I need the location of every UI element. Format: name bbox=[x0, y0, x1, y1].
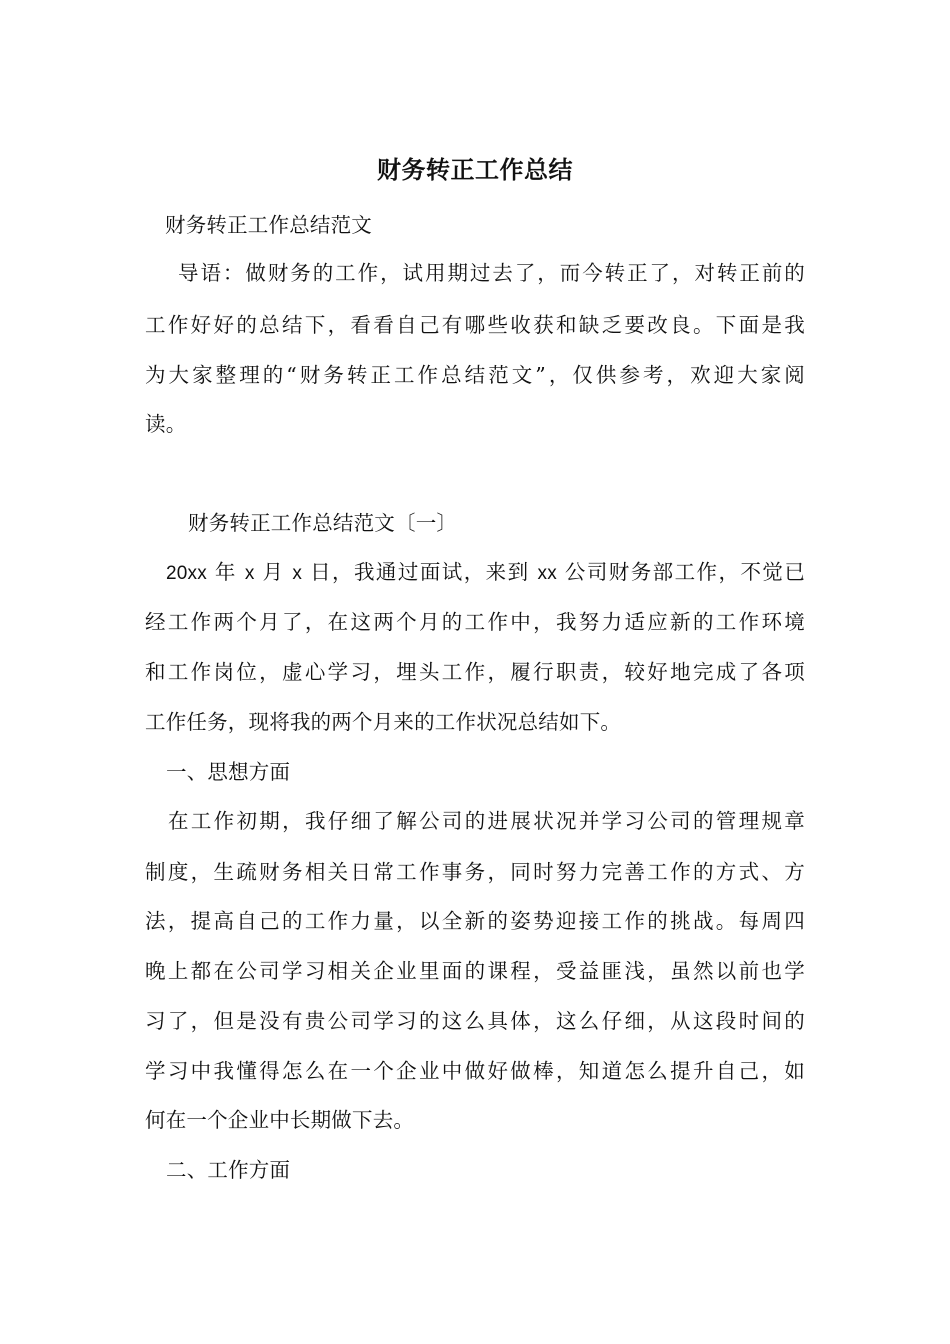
day-placeholder: x bbox=[292, 563, 303, 584]
para2-line-2: 制度，生疏财务相关日常工作事务，同时努力完善工作的方式、方 bbox=[145, 860, 805, 884]
text-month-unit: 月 bbox=[262, 560, 285, 584]
text-company-clause: 公司财务部工作，不觉已 bbox=[564, 560, 806, 584]
para2-line-4: 晚上都在公司学习相关企业里面的课程，受益匪浅，虽然以前也学 bbox=[145, 959, 805, 983]
document-title: 财务转正工作总结 bbox=[377, 155, 573, 184]
para2-line-1: 在工作初期，我仔细了解公司的进展状况并学习公司的管理规章 bbox=[168, 809, 805, 833]
para2-line-3: 法，提高自己的工作力量，以全新的姿势迎接工作的挑战。每周四 bbox=[145, 909, 805, 933]
intro-line-4: 读。 bbox=[145, 412, 187, 436]
para2-line-7: 何在一个企业中长期做下去。 bbox=[145, 1108, 415, 1132]
intro-line-2: 工作好好的总结下，看看自己有哪些收获和缺乏要改良。下面是我 bbox=[145, 313, 805, 337]
intro-line-3: 为大家整理的“财务转正工作总结范文”，仅供参考，欢迎大家阅 bbox=[145, 363, 805, 387]
heading-work: 二、工作方面 bbox=[166, 1158, 291, 1182]
para1-line-2: 经工作两个月了，在这两个月的工作中，我努力适应新的工作环境 bbox=[145, 610, 805, 634]
year-text: 20xx bbox=[166, 563, 207, 584]
para1-line-4: 工作任务，现将我的两个月来的工作状况总结如下。 bbox=[145, 710, 622, 734]
month-placeholder: x bbox=[244, 563, 255, 584]
para1-line-3: 和工作岗位，虚心学习，埋头工作，履行职责，较好地完成了各项 bbox=[145, 660, 805, 684]
company-placeholder: xx bbox=[537, 563, 557, 584]
text-year-unit: 年 bbox=[214, 560, 237, 584]
text-day-clause: 日，我通过面试，来到 bbox=[310, 560, 530, 584]
document-subtitle: 财务转正工作总结范文 bbox=[165, 213, 372, 237]
intro-line-1: 导语：做财务的工作，试用期过去了，而今转正了，对转正前的 bbox=[178, 261, 805, 285]
para1-line-1 bbox=[166, 557, 805, 589]
heading-thought: 一、思想方面 bbox=[166, 760, 291, 784]
para2-line-5: 习了，但是没有贵公司学习的这么具体，这么仔细，从这段时间的 bbox=[145, 1009, 805, 1033]
section-title: 财务转正工作总结范文〔一〕 bbox=[188, 511, 458, 535]
para2-line-6: 学习中我懂得怎么在一个企业中做好做棒，知道怎么提升自己，如 bbox=[145, 1059, 805, 1083]
